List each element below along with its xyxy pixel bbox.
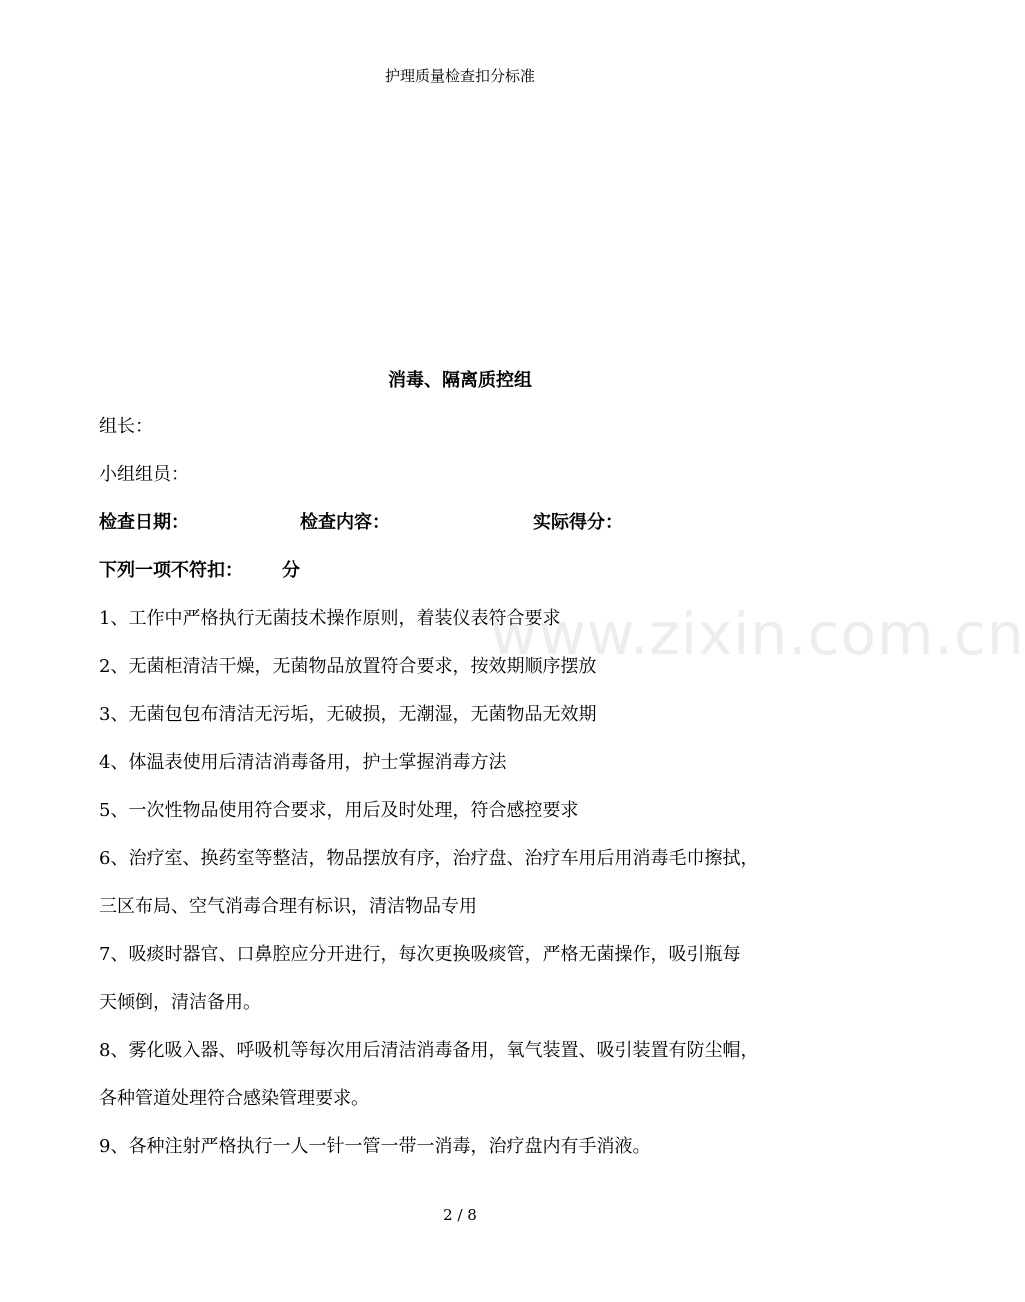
section-title: 消毒、隔离质控组 xyxy=(388,370,532,391)
watermark: www.zixin.com.cn xyxy=(490,600,1025,668)
list-item-continuation: 三区布局、空气消毒合理有标识，清洁物品专用 xyxy=(99,896,477,917)
members-label: 小组组员： xyxy=(99,464,189,485)
list-item-continuation: 各种管道处理符合感染管理要求。 xyxy=(99,1088,369,1109)
list-item: 6、治疗室、换药室等整洁，物品摆放有序，治疗盘、治疗车用后用消毒毛巾擦拭， xyxy=(99,848,759,869)
list-item: 5、一次性物品使用符合要求，用后及时处理，符合感控要求 xyxy=(99,800,579,821)
list-item-continuation: 天倾倒，清洁备用。 xyxy=(99,992,261,1013)
list-item: 8、雾化吸入器、呼吸机等每次用后清洁消毒备用，氧气装置、吸引装置有防尘帽， xyxy=(99,1040,759,1061)
check-date-label: 检查日期： xyxy=(99,512,189,533)
list-item: 2、无菌柜清洁干燥，无菌物品放置符合要求，按效期顺序摆放 xyxy=(99,656,597,677)
list-item: 9、各种注射严格执行一人一针一管一带一消毒，治疗盘内有手消液。 xyxy=(99,1136,651,1157)
leader-label: 组长： xyxy=(99,416,153,437)
page-header-title: 护理质量检查扣分标准 xyxy=(384,67,535,85)
deduction-unit: 分 xyxy=(282,560,300,581)
check-content-label: 检查内容： xyxy=(300,512,390,533)
list-item: 3、无菌包包布清洁无污垢，无破损，无潮湿，无菌物品无效期 xyxy=(99,704,597,725)
list-item: 4、体温表使用后清洁消毒备用，护士掌握消毒方法 xyxy=(99,752,507,773)
deduction-prefix: 下列一项不符扣： xyxy=(99,560,243,581)
page-number: 2 / 8 xyxy=(443,1206,477,1224)
list-item: 7、吸痰时器官、口鼻腔应分开进行，每次更换吸痰管，严格无菌操作，吸引瓶每 xyxy=(99,944,741,965)
actual-score-label: 实际得分： xyxy=(533,512,623,533)
list-item: 1、工作中严格执行无菌技术操作原则，着装仪表符合要求 xyxy=(99,608,561,629)
